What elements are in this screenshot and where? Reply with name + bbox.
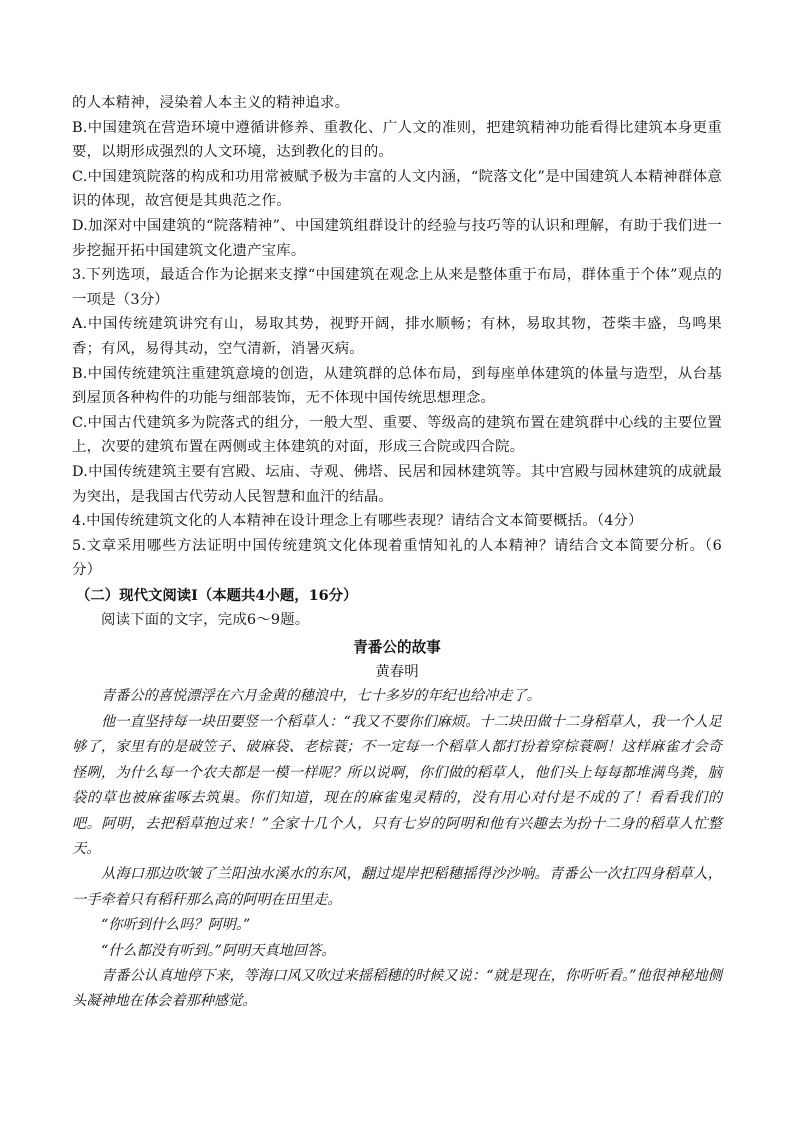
q3-stem: 3.下列选项，最适合作为论据来支撑“中国建筑在观念上从来是整体重于布局，群体重于个体”观点的一项是（3分） [72, 267, 722, 308]
q4: 4.中国传统建筑文化的人本精神在设计理念上有哪些表现？请结合文本简要概括。（4分） [72, 513, 643, 530]
reading-instruction: 阅读下面的文字，完成6～9题。 [101, 611, 310, 628]
story-author: 黄春明 [375, 664, 419, 681]
section-heading: （二）现代文阅读Ⅰ（本题共4小题，16分） [76, 586, 358, 604]
q3-option-c: C.中国古代建筑多为院落式的组分，一般大型、重要、等级高的建筑布置在建筑群中心线的主要位置上，次要的建筑布置在两侧或主体建筑的对面，形成三合院或四合院。 [72, 414, 722, 456]
story-title: 青番公的故事 [353, 639, 441, 657]
story-paragraph-1: 青番公的喜悦漂浮在六月金黄的穗浪中，七十多岁的年纪也给冲走了。 [101, 688, 541, 705]
q5: 5.文章采用哪些方法证明中国传统建筑文化体现着重情知礼的人本精神？请结合文本简要分析。（6分） [72, 537, 722, 579]
prev-paragraph-tail: 的人本精神，浸染着人本主义的精神追求。 [72, 95, 350, 111]
q3-option-d: D.中国传统建筑主要有宫殿、坛庙、寺观、佛塔、民居和园林建筑等。其中宫殿与园林建筑的成就最为突出，是我国古代劳动人民智慧和血汗的结晶。 [72, 463, 722, 505]
q3-option-a: A.中国传统建筑讲究有山，易取其势，视野开阔，排水顺畅；有林，易取其物，苍柴丰盛，鸟鸣果香；有风，易得其动，空气清新，消暑灭病。 [72, 316, 722, 357]
q2-option-b: B.中国建筑在营造环境中遵循讲修养、重教化、广人文的准则，把建筑精神功能看得比建筑本身更重要，以期形成强烈的人文环境，达到教化的目的。 [72, 119, 722, 161]
story-paragraph-6: 青番公认真地停下来，等海口风又吹过来摇稻穗的时候又说：“就是现在，你听听看。”他很神秘地侧头凝神地在体会着那种感觉。 [72, 967, 722, 1010]
story-paragraph-3: 从海口那边吹皱了兰阳浊水溪水的东风，翻过堤岸把稻穗摇得沙沙响。青番公一次扛四身稻草人，一手牵着只有稻秆那么高的阿明在田里走。 [72, 866, 722, 908]
q3-option-b: B.中国传统建筑注重建筑意境的创造，从建筑群的总体布局，到每座单体建筑的体量与造型，从台基到屋顶各种构件的功能与细部装饰，无不体现中国传统思想理念。 [72, 365, 722, 407]
story-paragraph-4: “你听到什么吗？阿明。” [101, 917, 251, 934]
q2-option-d: D.加深对中国建筑的“院落精神”、中国建筑组群设计的经验与技巧等的认识和理解，有助于我们进一步挖掘开拓中国建筑文化遗产宝库。 [72, 217, 722, 259]
exam-page [72, 91, 722, 1015]
story-paragraph-2: 他一直坚持每一块田要竖一个稻草人：“我又不要你们麻烦。十二块田做十二身稻草人，我一个人足够了，家里有的是破笠子、破麻袋、老棕蓑；不一定每一个稻草人都打扮着穿棕蓑啊！这样麻雀才会奇怪咧，为什么每一个农夫都是一模一样呢？所以说啊，你们做的稻草人，他们头上每每都堆满鸟粪，脑袋的草也被麻雀啄去筑巢。你们知道，现在的麻雀鬼灵精的，没有用心对付是不成的了！看看我们的吧。阿明，去把稻草抱过来！”全家十几个人，只有七岁的阿明和他有兴趣去为扮十二身的稻草人忙整天。 [72, 713, 722, 857]
q2-option-c: C.中国建筑院落的构成和功用常被赋予极为丰富的人文内涵，“院落文化”是中国建筑人本精神群体意识的体现，故宫便是其典范之作。 [72, 168, 722, 210]
story-paragraph-5: “什么都没有听到。”阿明天真地回答。 [101, 942, 336, 959]
